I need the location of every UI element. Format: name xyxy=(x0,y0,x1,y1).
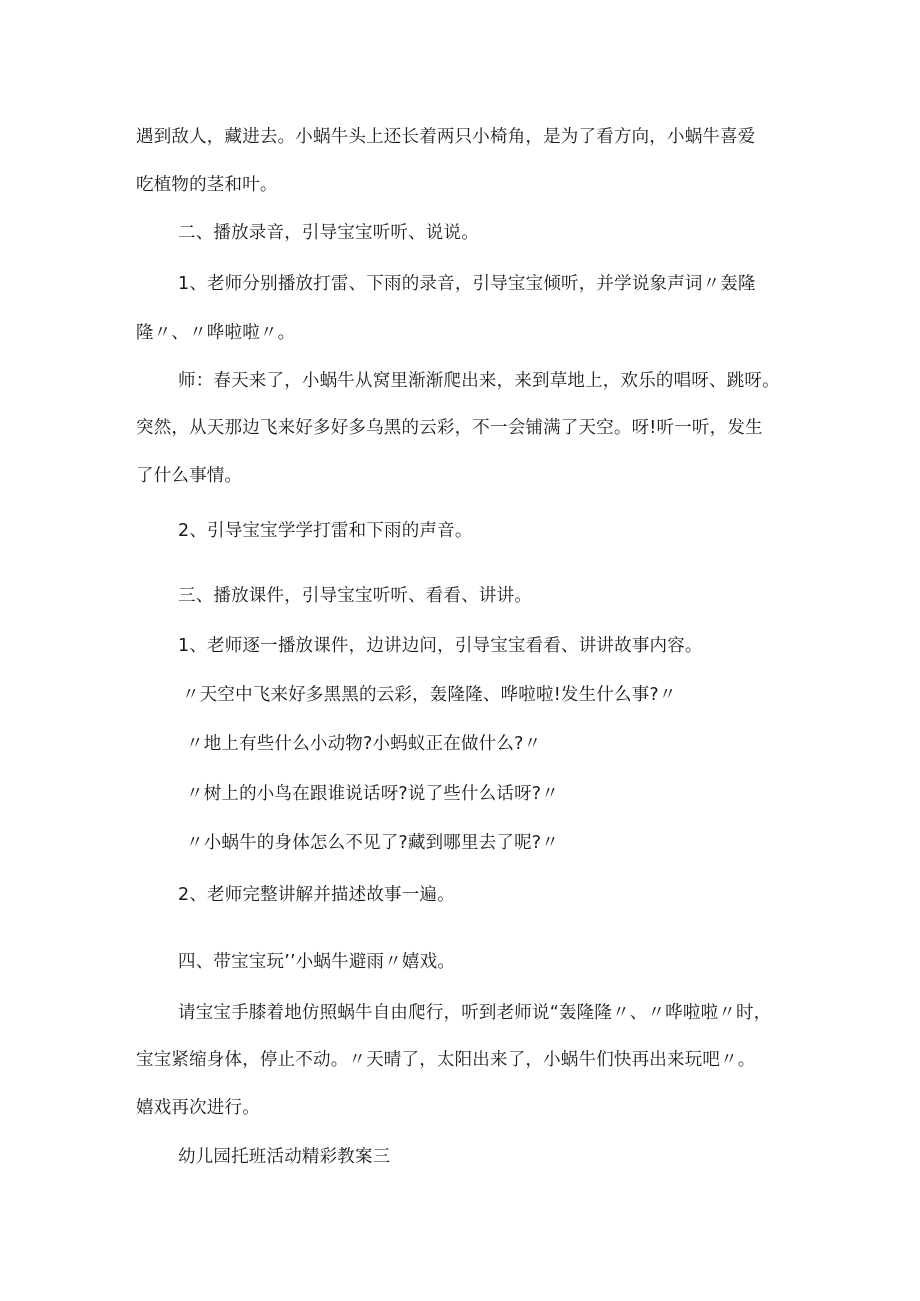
paragraph-line: 突然，从天那边飞来好多好多乌黑的云彩，不一会铺满了天空。呀!听一听，发生 xyxy=(136,418,763,438)
quote-line: 〃地上有些什么小动物?小蚂蚁正在做什么?〃 xyxy=(186,734,542,754)
paragraph-line: 2、老师完整讲解并描述故事一遍。 xyxy=(178,885,455,905)
paragraph-line: 宝宝紧缩身体，停止不动。〃天晴了，太阳出来了，小蜗牛们快再出来玩吧〃。 xyxy=(136,1050,756,1070)
paragraph-line: 2、引导宝宝学学打雷和下雨的声音。 xyxy=(178,521,473,541)
paragraph-line: 遇到敌人，藏进去。小蜗牛头上还长着两只小椅角，是为了看方向，小蜗牛喜爱 xyxy=(136,127,756,147)
quote-line: 〃小蜗牛的身体怎么不见了?藏到哪里去了呢?〃 xyxy=(186,833,559,853)
paragraph-line: 1、老师逐一播放课件，边讲边问，引导宝宝看看、讲讲故事内容。 xyxy=(178,636,703,656)
quote-line: 〃天空中飞来好多黑黑的云彩，轰隆隆、哗啦啦!发生什么事?〃 xyxy=(182,685,677,705)
paragraph-line: 1、老师分别播放打雷、下雨的录音，引导宝宝倾听，并学说象声词〃轰隆 xyxy=(178,274,756,294)
paragraph-line: 请宝宝手膝着地仿照蜗牛自由爬行，听到老师说“轰隆隆〃、〃哗啦啦〃时， xyxy=(178,1003,772,1023)
section-heading: 四、带宝宝玩’’小蜗牛避雨〃嬉戏。 xyxy=(178,952,456,972)
section-heading: 三、播放课件，引导宝宝听听、看看、讲讲。 xyxy=(178,586,532,606)
paragraph-line: 嬉戏再次进行。 xyxy=(136,1098,260,1118)
section-heading: 二、播放录音，引导宝宝听听、说说。 xyxy=(178,223,479,243)
paragraph-line: 了什么事情。 xyxy=(136,466,243,486)
quote-line: 〃树上的小鸟在跟谁说话呀?说了些什么话呀?〃 xyxy=(186,784,559,804)
paragraph-line: 师：春天来了，小蜗牛从窝里渐渐爬出来，来到草地上，欢乐的唱呀、跳呀。 xyxy=(178,371,780,391)
paragraph-line: 隆〃、〃哗啦啦〃。 xyxy=(136,323,296,343)
section-title: 幼儿园托班活动精彩教案三 xyxy=(178,1147,391,1167)
paragraph-line: 吃植物的茎和叶。 xyxy=(136,175,278,195)
